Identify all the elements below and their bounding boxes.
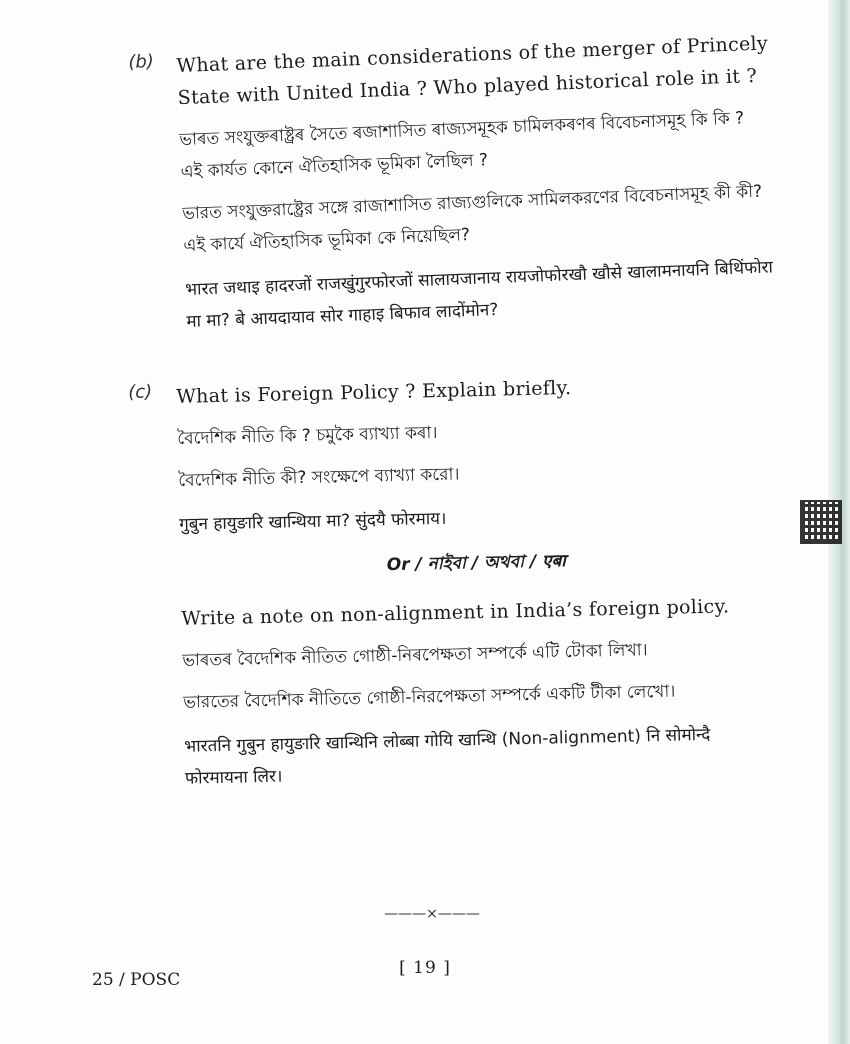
question-label: (b) (128, 51, 155, 73)
qr-code-icon (800, 500, 842, 544)
question-bodo: भारत जथाइ हादरजों राजखुंगुरफोरजों सालायजानाय रायजोफोरखौ खौसे खालामनायनि बिथिंफोरा मा मा? बे आयदायाव सोर गाहाइ बिफाव लादोंमोन? (184, 257, 774, 332)
question-bodo: गुबुन हायुङारि खान्थिया मा? सुंदयै फोरमाय। (179, 508, 447, 535)
question-english: What is Foreign Policy ? Explain briefly. (176, 376, 572, 408)
question-bengali: ভারত সংযুক্তরাষ্ট্রের সঙ্গে রাজাশাসিত রাজ্যগুলিকে সামিলকরণের বিবেচনাসমূহ কী কী? এই কার্যে ঐতিহাসিক ভূমিকা কে নিয়েছিল? (181, 181, 763, 257)
end-mark: ———×——— (384, 906, 480, 922)
or-divider: Or / নাইবা / অথবা / एबा (386, 551, 566, 576)
question-assamese: বৈদেশিক নীতি কি ? চমুকৈ ব্যাখ্যা কৰা। (177, 422, 438, 449)
question-b (128, 27, 779, 339)
question-bengali: বৈদেশিক নীতি কী? সংক্ষেপে ব্যাখ্যা করো। (178, 464, 460, 491)
question-label: (c) (128, 381, 153, 403)
question-assamese: ভাৰত সংযুক্তৰাষ্ট্ৰৰ সৈতে ৰজাশাসিত ৰাজ্যসমূহক চামিলকৰণৰ বিবেচনাসমূহ কি কি ? এই কাৰ্যত কোনে ঐতিহাসিক ভূমিকা লৈছিল ? (179, 108, 745, 183)
alternative-question-bengali: ভারতের বৈদেশিক নীতিতে গোষ্ঠী-নিরপেক্ষতা সম্পর্কে একটি টীকা লেখো। (183, 681, 676, 713)
question-c (128, 367, 777, 795)
alternative-question-english: Write a note on non-alignment in India’s foreign policy. (181, 595, 730, 630)
question-english: What are the main considerations of the merger of Princely State with United India ? Who played historical role in it ? (176, 32, 769, 110)
alternative-question-bodo: भारतनि गुबुन हायुङारि खान्थिनि लोब्बा गोयि खान्थि (Non-alignment) नि सोमोन्दै फोरमायना लिर। (184, 724, 711, 789)
paper-code: 25 / POSC (92, 970, 181, 990)
page-number: [ 19 ] (399, 958, 451, 978)
alternative-question-assamese: ভাৰতৰ বৈদেশিক নীতিত গোষ্ঠী-নিৰপেক্ষতা সম্পৰ্কে এটি টোকা লিখা। (182, 640, 648, 671)
